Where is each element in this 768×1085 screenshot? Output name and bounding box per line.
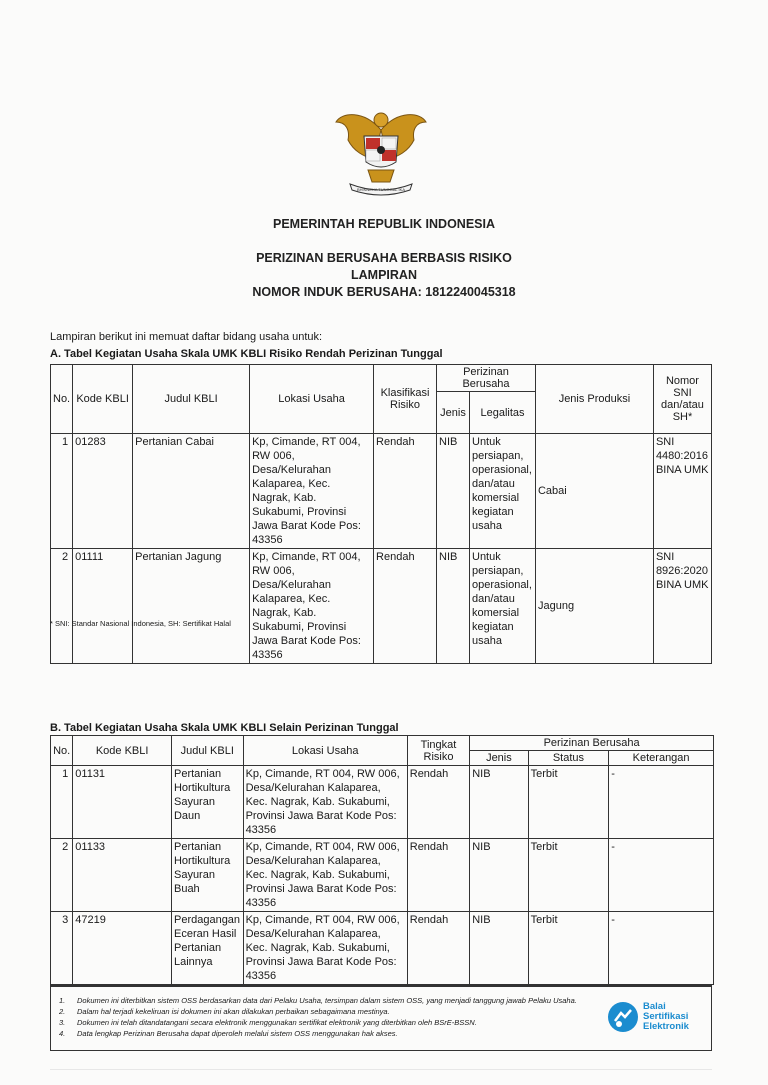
row-status: Terbit (528, 766, 609, 839)
col-no: No. (51, 736, 73, 766)
notes-box (50, 985, 712, 1051)
row-no: 2 (51, 839, 73, 912)
col-judul-kbli: Judul KBLI (133, 365, 250, 434)
note-number: 3. (59, 1018, 66, 1027)
col-lokasi-usaha: Lokasi Usaha (250, 365, 374, 434)
row-keterangan: - (609, 912, 714, 985)
note-text: Dokumen ini diterbitkan sistem OSS berdasarkan data dari Pelaku Usaha, tersimpan dalam sistem OSS, yang menjadi tanggung jawab Pelaku Usaha. (77, 996, 577, 1005)
row-risiko: Rendah (407, 766, 469, 839)
col-tingkat-risiko: Tingkat Risiko (407, 736, 469, 766)
page-bottom-divider (50, 1069, 712, 1070)
note-text: Data lengkap Perizinan Berusaha dapat diperoleh melalui sistem OSS menggunakan hak akses. (77, 1029, 398, 1038)
col-perizinan-berusaha: Perizinan Berusaha (470, 736, 714, 751)
col-status: Status (528, 751, 609, 766)
col-jenis-produksi: Jenis Produksi (535, 365, 653, 434)
row-produksi: Cabai (535, 434, 653, 549)
note-item (59, 1006, 609, 1017)
row-kode: 01133 (73, 839, 172, 912)
row-kode: 47219 (73, 912, 172, 985)
note-text: Dokumen ini telah ditandatangani secara elektronik menggunakan sertifikat elektronik yang diterbitkan oleh BSrE-BSSN. (77, 1018, 477, 1027)
row-keterangan: - (609, 766, 714, 839)
table-row (51, 434, 712, 549)
nib-number: NOMOR INDUK BERUSAHA: 1812240045318 (252, 285, 516, 299)
row-lokasi: Kp, Cimande, RT 004, RW 006, Desa/Kelurahan Kalaparea, Kec. Nagrak, Kab. Sukabumi, Provinsi Jawa Barat Kode Pos: 43356 (250, 434, 374, 549)
row-lokasi: Kp, Cimande, RT 004, RW 006, Desa/Kelurahan Kalaparea, Kec. Nagrak, Kab. Sukabumi, Provinsi Jawa Barat Kode Pos: 43356 (243, 912, 407, 985)
section-b-title: B. Tabel Kegiatan Usaha Skala UMK KBLI Selain Perizinan Tunggal (50, 722, 399, 734)
emblem-motto: BHINNEKA TUNGGAL IKA (356, 187, 406, 192)
col-klasifikasi-risiko: Klasifikasi Risiko (374, 365, 437, 434)
row-no: 1 (51, 766, 73, 839)
bsre-line2: Sertifikasi (643, 1011, 689, 1022)
col-legalitas: Legalitas (470, 392, 536, 434)
row-kode: 01283 (73, 434, 133, 549)
section-b-table (50, 735, 714, 985)
row-jenis: NIB (437, 549, 470, 664)
table-row (51, 766, 714, 839)
government-heading: PEMERINTAH REPUBLIK INDONESIA (272, 217, 495, 231)
bsre-label (643, 1002, 689, 1032)
col-jenis: Jenis (437, 392, 470, 434)
table-row (51, 912, 714, 985)
row-nomor-sni: SNI 8926:2020 BINA UMK (653, 549, 711, 664)
row-jenis: NIB (470, 766, 528, 839)
row-lokasi: Kp, Cimande, RT 004, RW 006, Desa/Kelurahan Kalaparea, Kec. Nagrak, Kab. Sukabumi, Provinsi Jawa Barat Kode Pos: 43356 (243, 766, 407, 839)
row-legalitas: Untuk persiapan, operasional, dan/atau komersial kegiatan usaha (470, 434, 536, 549)
bsre-line3: Elektronik (643, 1021, 689, 1032)
row-legalitas: Untuk persiapan, operasional, dan/atau komersial kegiatan usaha (470, 549, 536, 664)
col-keterangan: Keterangan (609, 751, 714, 766)
row-keterangan: - (609, 839, 714, 912)
row-status: Terbit (528, 912, 609, 985)
row-risiko: Rendah (374, 549, 437, 664)
row-risiko: Rendah (374, 434, 437, 549)
notes-list (59, 995, 609, 1039)
col-lokasi-usaha: Lokasi Usaha (243, 736, 407, 766)
col-jenis: Jenis (470, 751, 528, 766)
col-nomor-sni: Nomor SNI dan/atau SH* (653, 365, 711, 434)
row-lokasi: Kp, Cimande, RT 004, RW 006, Desa/Kelurahan Kalaparea, Kec. Nagrak, Kab. Sukabumi, Provinsi Jawa Barat Kode Pos: 43356 (250, 549, 374, 664)
row-judul: Pertanian Jagung (133, 549, 250, 664)
row-no: 3 (51, 912, 73, 985)
section-a-title: A. Tabel Kegiatan Usaha Skala UMK KBLI Risiko Rendah Perizinan Tunggal (50, 348, 443, 360)
row-kode: 01131 (73, 766, 172, 839)
table-row (51, 549, 712, 664)
note-item (59, 995, 609, 1006)
bsre-emblem-icon (607, 1001, 639, 1033)
table-row (51, 839, 714, 912)
col-kode-kbli: Kode KBLI (73, 736, 172, 766)
intro-text: Lampiran berikut ini memuat daftar bidang usaha untuk: (50, 331, 323, 343)
row-risiko: Rendah (407, 912, 469, 985)
row-jenis: NIB (437, 434, 470, 549)
note-text: Dalam hal terjadi kekeliruan isi dokumen ini akan dilakukan perbaikan sebagaimana mestinya. (77, 1007, 390, 1016)
row-no: 1 (51, 434, 73, 549)
row-jenis: NIB (470, 839, 528, 912)
note-number: 1. (59, 996, 66, 1005)
col-kode-kbli: Kode KBLI (73, 365, 133, 434)
col-perizinan-berusaha: Perizinan Berusaha (437, 365, 536, 392)
section-a-footnote: * SNI: Standar Nasional Indonesia, SH: Sertifikat Halal (50, 619, 231, 628)
row-status: Terbit (528, 839, 609, 912)
col-judul-kbli: Judul KBLI (171, 736, 243, 766)
row-no: 2 (51, 549, 73, 664)
row-judul: Pertanian Hortikultura Sayuran Daun (171, 766, 243, 839)
bsre-logo (607, 1001, 689, 1033)
row-nomor-sni: SNI 4480:2016 BINA UMK (653, 434, 711, 549)
row-judul: Pertanian Cabai (133, 434, 250, 549)
row-jenis: NIB (470, 912, 528, 985)
document-subtitle: LAMPIRAN (351, 268, 417, 282)
note-item (59, 1028, 609, 1039)
col-no: No. (51, 365, 73, 434)
bsre-line1: Balai (643, 1001, 666, 1012)
note-number: 4. (59, 1029, 66, 1038)
row-risiko: Rendah (407, 839, 469, 912)
row-kode: 01111 (73, 549, 133, 664)
row-lokasi: Kp, Cimande, RT 004, RW 006, Desa/Kelurahan Kalaparea, Kec. Nagrak, Kab. Sukabumi, Provinsi Jawa Barat Kode Pos: 43356 (243, 839, 407, 912)
row-judul: Pertanian Hortikultura Sayuran Buah (171, 839, 243, 912)
row-produksi: Jagung (535, 549, 653, 664)
note-item (59, 1017, 609, 1028)
document-title: PERIZINAN BERUSAHA BERBASIS RISIKO (256, 251, 512, 265)
note-number: 2. (59, 1007, 66, 1016)
garuda-pancasila-emblem (334, 100, 428, 200)
row-judul: Perdagangan Eceran Hasil Pertanian Lainnya (171, 912, 243, 985)
